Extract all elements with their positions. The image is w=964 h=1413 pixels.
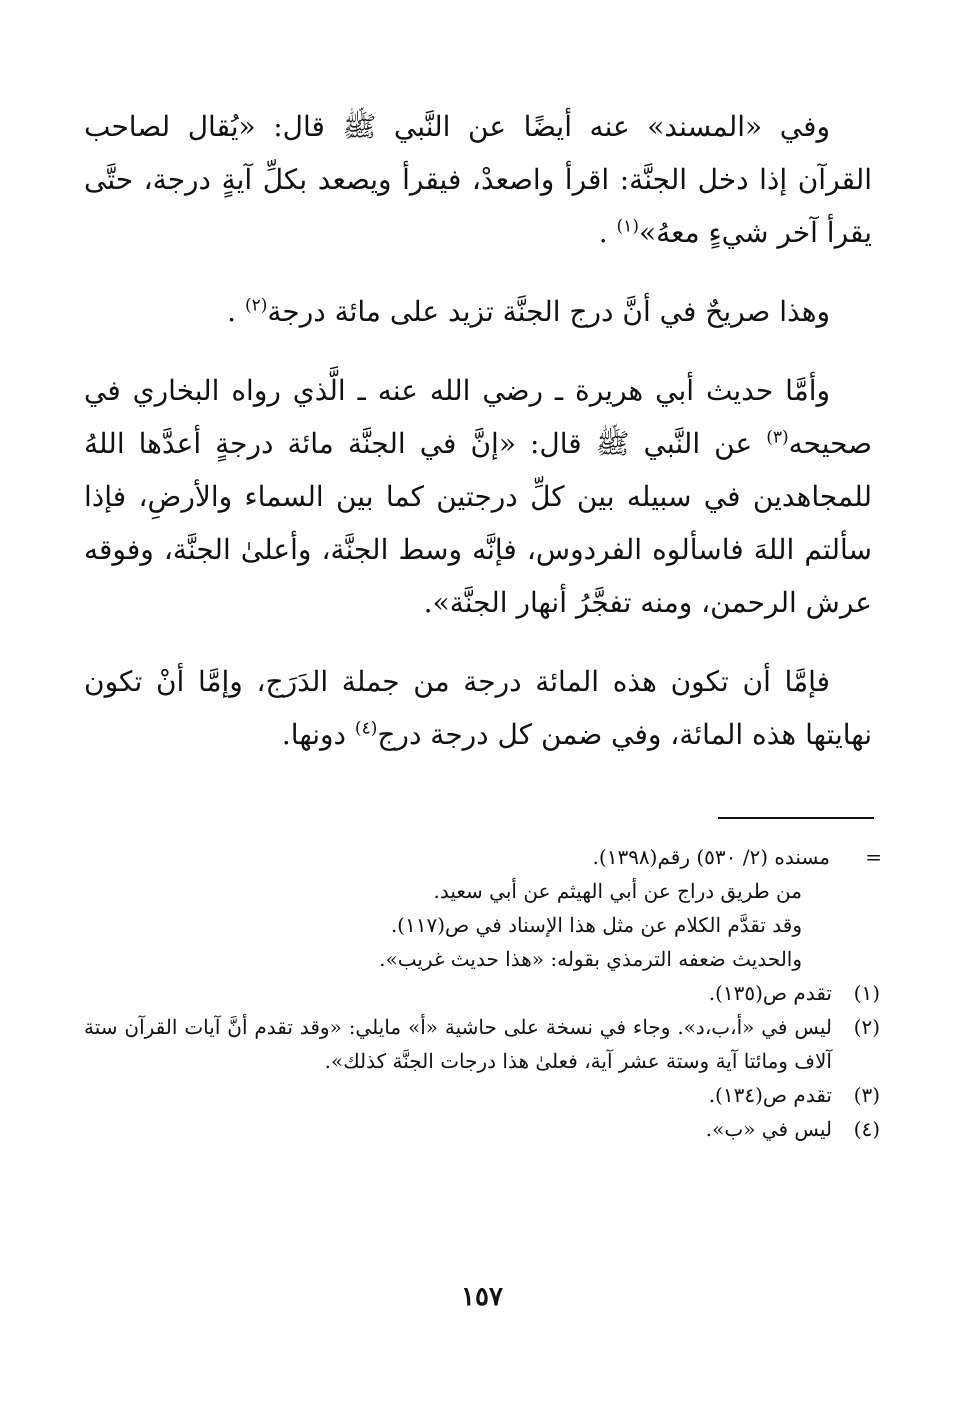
paragraph-2-text: وهذا صريحٌ في أنَّ درج الجنَّة تزيد على مائة درجة <box>267 295 830 328</box>
footnote-ref-4: (٤) <box>354 718 378 739</box>
footnote-ref-2: (٢) <box>244 295 268 316</box>
footnote-text: تقدم ص(١٣٤). <box>708 1083 832 1107</box>
continuation-line-3: وقد تقدَّم الكلام عن مثل هذا الإسناد في ص(١١٧). <box>390 913 802 937</box>
footnote-text: ليس في «ب». <box>705 1117 832 1141</box>
paragraph-1 <box>84 100 872 259</box>
continuation-line-4: والحديث ضعفه الترمذي بقوله: «هذا حديث غريب». <box>379 947 802 971</box>
paragraph-3 <box>84 364 872 629</box>
footnote-text: تقدم ص(١٣٥). <box>708 981 832 1005</box>
paragraph-2 <box>84 285 872 338</box>
footnote-ref-3: (٣) <box>766 427 789 448</box>
paragraph-2-end: . <box>227 295 245 328</box>
footnote-number: (٤) <box>853 1117 880 1141</box>
paragraph-1-text: وفي «المسند» عنه أيضًا عن النَّبي ﷺ قال: «يُقال لصاحب القرآن إذا دخل الجنَّة: اقرأ واصعدْ، فيقرأ ويصعد بكلِّ آيةٍ درجة، حتَّى يقرأ آخر شيءٍ معهُ» <box>84 110 872 249</box>
footnotes <box>84 840 880 1146</box>
paragraph-1-end: . <box>598 216 617 249</box>
footnote-3 <box>84 1078 880 1112</box>
footnote-separator <box>718 817 874 819</box>
footnote-text: ليس في «أ،ب،د». وجاء في نسخة على حاشية «أ» مايلي: «وقد تقدم أنَّ آيات القرآن ستة آلاف ومائتا آية وستة عشر آية، فعلىٰ هذا درجات الجنَّة كذلك». <box>84 1015 832 1073</box>
footnote-number: (٣) <box>853 1083 880 1107</box>
page-number: ١٥٧ <box>461 1282 503 1312</box>
continuation-mark: = <box>865 845 882 869</box>
paragraph-4-text-a: فإمَّا أن تكون هذه المائة درجة من جملة الدَرَج، وإمَّا أنْ تكون نهايتها هذه المائة، وفي ضمن كل درجة درج <box>84 665 872 751</box>
footnote-4 <box>84 1112 880 1146</box>
footnote-continuation <box>84 840 880 976</box>
continuation-line-2: من طريق دراج عن أبي الهيثم عن أبي سعيد. <box>433 879 802 903</box>
paragraph-3-text-a: وأمَّا حديث أبي هريرة ـ رضي الله عنه ـ الَّذي رواه البخاري في صحيحه <box>84 374 872 460</box>
continuation-line-1: مسنده (٢/ ٥٣٠) رقم(١٣٩٨). <box>592 845 830 869</box>
paragraph-4 <box>84 655 872 761</box>
footnote-2 <box>84 1010 880 1078</box>
footnote-ref-1: (١) <box>616 216 639 237</box>
paragraph-3-text-b: عن النَّبي ﷺ قال: «إنَّ في الجنَّة مائة درجةٍ أعدَّها اللهُ للمجاهدين في سبيله بين كلِّ درجتين كما بين السماء والأرضِ، فإذا سألتم اللهَ فاسألوه الفردوس، فإنَّه وسط الجنَّة، وأعلىٰ الجنَّة، وفوقه عرش الرحمن، ومنه تفجَّرُ أنهار الجنَّة». <box>84 427 872 619</box>
paragraph-4-text-b: دونها. <box>281 718 355 751</box>
footnote-number: (١) <box>853 981 880 1005</box>
footnote-number: (٢) <box>853 1015 880 1039</box>
main-text <box>84 100 872 761</box>
footnote-1 <box>84 976 880 1010</box>
